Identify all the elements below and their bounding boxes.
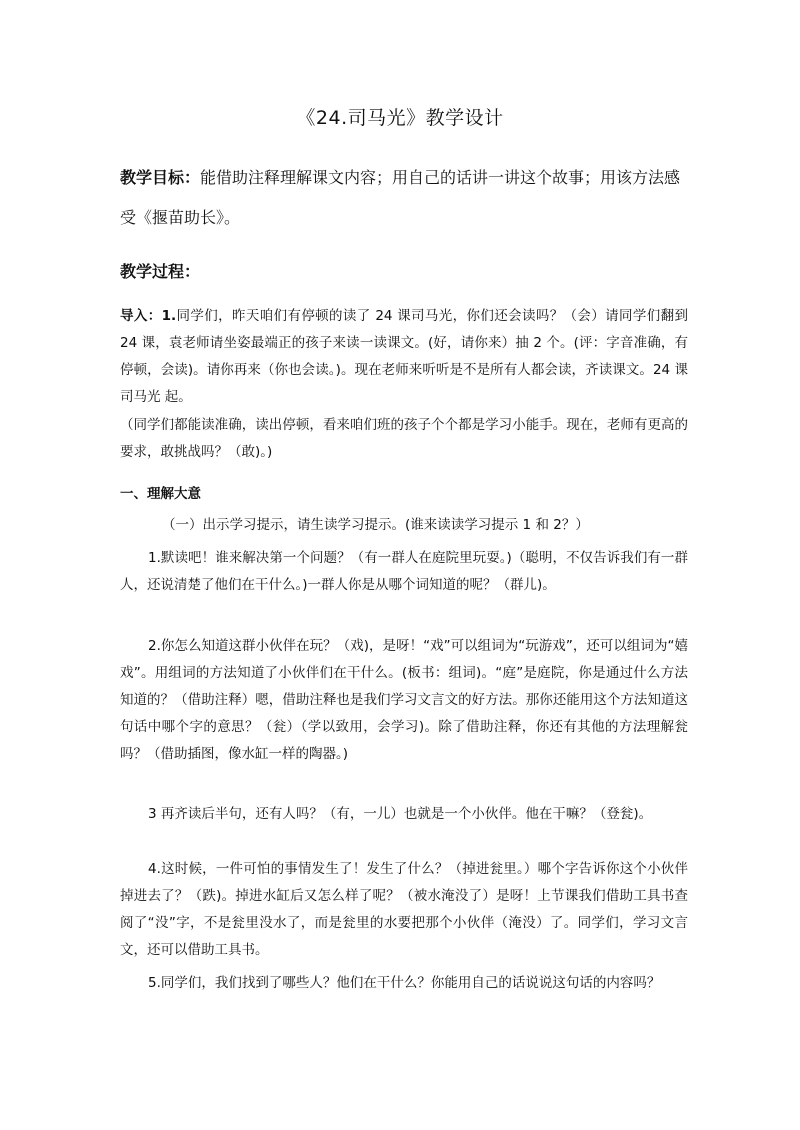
goal-label: 教学目标： xyxy=(120,168,201,187)
list-item: 3 再齐读后半句，还有人吗？（有，一儿）也就是一个小伙伴。他在干嘛？（登瓮)。 xyxy=(148,806,653,822)
goal-text: 能借助注释理解课文内容；用自己的话讲一讲这个故事；用该方法感受《揠苗助长》。 xyxy=(120,168,681,227)
section-heading: 一、理解大意 xyxy=(120,486,201,502)
intro-label: 导入： xyxy=(120,308,162,324)
teaching-goal xyxy=(120,158,688,238)
list-item: 2.你怎么知道这群小伙伴在玩？（戏)，是呀！“戏”可以组词为“玩游戏”，还可以组词为“嬉戏”。用组词的方法知道了小伙伴们在干什么。(板书：组词)。“庭”是庭院，你是通过什么方法知道的？（借助注释）嗯，借助注释也是我们学习文言文的好方法。那你还能用这个方法知道这句话中哪个字的意思？（瓮）（学以致用，会学习)。除了借助注释，你还有其他的方法理解瓮吗？（借助插图，像水缸一样的陶器。) xyxy=(120,638,688,762)
intro-text: 同学们，昨天咱们有停顿的读了 24 课司马光，你们还会读吗？（会）请同学们翻到 24 课，袁老师请坐姿最端正的孩子来读一读课文。(好，请你来）抽 2 个。(评：字音准确，有停顿，会读)。请你再来（你也会读。)。现在老师来听听是不是所有人都会读，齐读课文。24 课司马光 起。 xyxy=(120,308,689,405)
list-item: 1.默读吧！谁来解决第一个问题？（有一群人在庭院里玩耍。)（聪明，不仅告诉我们有一群人，还说清楚了他们在干什么。)一群人你是从哪个词知道的呢？（群儿)。 xyxy=(120,550,688,593)
intro-paragraph xyxy=(120,303,688,411)
task-intro: （一）出示学习提示，请生读学习提示。(谁来读读学习提示 1 和 2？） xyxy=(162,517,589,533)
list-item: 4.这时候，一件可怕的事情发生了！发生了什么？（掉进瓮里。）哪个字告诉你这个小伙伴掉进去了？（跌)。掉进水缸后又怎么样了呢？（被水淹没了）是呀！上节课我们借助工具书查阅了“没”字，不是瓮里没水了，而是瓮里的水要把那个小伙伴（淹没）了。同学们，学习文言文，还可以借助工具书。 xyxy=(120,861,688,958)
list-item: 5.同学们，我们找到了哪些人？他们在干什么？你能用自己的话说说这句话的内容吗？ xyxy=(148,975,661,991)
process-heading: 教学过程： xyxy=(120,262,201,281)
intro-number: 1. xyxy=(161,308,177,324)
page-title: 《24.司马光》教学设计 xyxy=(296,107,504,129)
note-paragraph: （同学们都能读准确，读出停顿，看来咱们班的孩子个个都是学习小能手。现在，老师有更高的要求，敢挑战吗？（敢)。) xyxy=(120,417,688,460)
